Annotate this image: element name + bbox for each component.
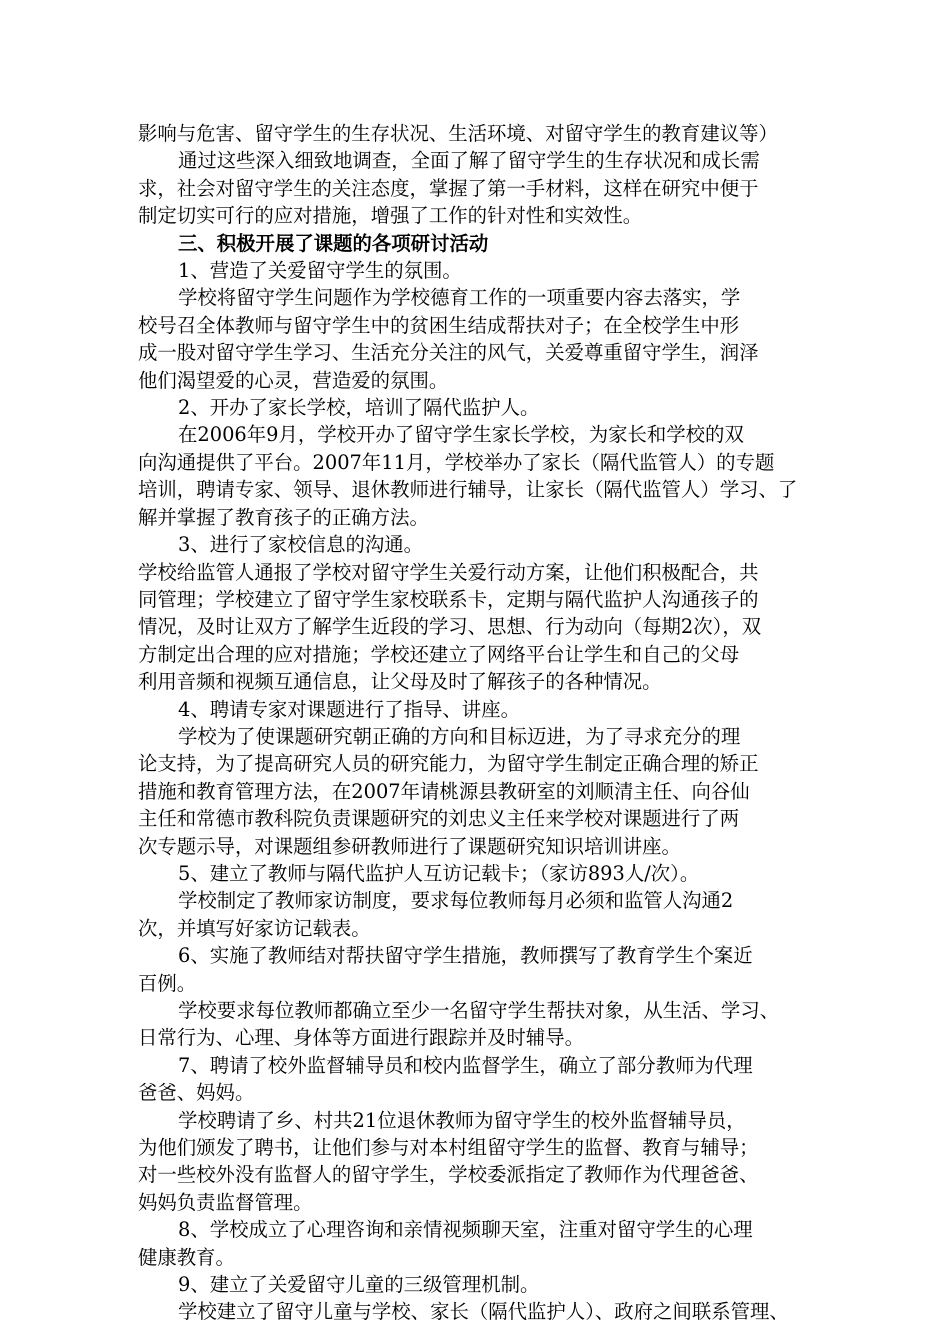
text-line: 论支持，为了提高研究人员的研究能力，为留守学生制定正确合理的矫正 — [138, 752, 759, 776]
text-line: 日常行为、心理、身体等方面进行跟踪并及时辅导。 — [138, 1026, 584, 1050]
document-page — [138, 120, 850, 1326]
text-line: 求，社会对留守学生的关注态度，掌握了第一手材料，这样在研究中便于 — [138, 176, 759, 200]
text-line: 学校给监管人通报了学校对留守学生关爱行动方案，让他们积极配合，共 — [138, 560, 759, 584]
text-line: 学校建立了留守儿童与学校、家长（隔代监护人）、政府之间联系管理、 — [178, 1300, 789, 1324]
text-line: 制定切实可行的应对措施，增强了工作的针对性和实效性。 — [138, 204, 643, 228]
text-line: 学校聘请了乡、村共21位退休教师为留守学生的校外监督辅导员， — [178, 1108, 746, 1132]
subsection-heading: 6、实施了教师结对帮扶留守学生措施，教师撰写了教育学生个案近 — [178, 944, 753, 968]
text-line: 培训，聘请专家、领导、退休教师进行辅导，让家长（隔代监管人）学习、了 — [138, 478, 798, 502]
text-line: 对一些校外没有监督人的留守学生，学校委派指定了教师作为代理爸爸、 — [138, 1163, 759, 1187]
text-line: 方制定出合理的应对措施；学校还建立了网络平台让学生和自己的父母 — [138, 642, 740, 666]
section-heading: 三、积极开展了课题的各项研讨活动 — [178, 231, 489, 255]
text-line: 在2006年9月，学校开办了留守学生家长学校，为家长和学校的双 — [178, 423, 744, 447]
text-line: 为他们颁发了聘书，让他们参与对本村组留守学生的监督、教育与辅导； — [138, 1136, 759, 1160]
text-line: 措施和教育管理方法，在2007年请桃源县教研室的刘顺清主任、向谷仙 — [138, 779, 750, 803]
text-line: 学校为了使课题研究朝正确的方向和目标迈进，为了寻求充分的理 — [178, 724, 741, 748]
subsection-heading: 3、进行了家校信息的沟通。 — [178, 533, 424, 557]
text-line: 解并掌握了教育孩子的正确方法。 — [138, 505, 429, 529]
text-line: 主任和常德市教科院负责课题研究的刘忠义主任来学校对课题进行了两 — [138, 807, 740, 831]
text-line: 学校制定了教师家访制度，要求每位教师每月必须和监管人沟通2 — [178, 889, 734, 913]
text-line: 向沟通提供了平台。2007年11月，学校举办了家长（隔代监管人）的专题 — [138, 450, 775, 474]
subsection-heading: 9、建立了关爱留守儿童的三级管理机制。 — [178, 1273, 540, 1297]
text-line: 次专题示导，对课题组参研教师进行了课题研究知识培训讲座。 — [138, 834, 681, 858]
text-line: 学校将留守学生问题作为学校德育工作的一项重要内容去落实，学 — [178, 286, 741, 310]
text-line: 同管理；学校建立了留守学生家校联系卡，定期与隔代监护人沟通孩子的 — [138, 587, 759, 611]
text-line: 百例。 — [138, 971, 197, 995]
subsection-heading: 4、聘请专家对课题进行了指导、讲座。 — [178, 697, 520, 721]
text-line: 学校要求每位教师都确立至少一名留守学生帮扶对象，从生活、学习、 — [178, 999, 780, 1022]
text-line: 次，并填写好家访记载表。 — [138, 916, 371, 940]
text-line: 利用音频和视频互通信息，让父母及时了解孩子的各种情况。 — [138, 670, 662, 694]
text-line: 通过这些深入细致地调查，全面了解了留守学生的生存状况和成长需 — [178, 149, 760, 173]
subsection-heading: 2、开办了家长学校，培训了隔代监护人。 — [178, 396, 540, 420]
text-line: 健康教育。 — [138, 1245, 235, 1269]
text-line: 校号召全体教师与留守学生中的贫困生结成帮扶对子；在全校学生中形 — [138, 313, 740, 337]
subsection-heading: 7、聘请了校外监督辅导员和校内监督学生，确立了部分教师为代理 — [178, 1053, 753, 1077]
text-line: 爸爸、妈妈。 — [138, 1081, 255, 1105]
text-line: 成一股对留守学生学习、生活充分关注的风气，关爱尊重留守学生，润泽 — [138, 341, 759, 365]
text-line: 影响与危害、留守学生的生存状况、生活环境、对留守学生的教育建议等） — [138, 122, 778, 145]
subsection-heading: 5、建立了教师与隔代监护人互访记载卡；（家访893人/次）。 — [178, 861, 700, 885]
subsection-heading: 1、营造了关爱留守学生的氛围。 — [178, 259, 462, 283]
text-line: 情况，及时让双方了解学生近段的学习、思想、行为动向（每期2次），双 — [138, 615, 762, 639]
text-line: 妈妈负责监督管理。 — [138, 1190, 313, 1214]
text-line: 他们渴望爱的心灵，营造爱的氛围。 — [138, 368, 449, 392]
subsection-heading: 8、学校成立了心理咨询和亲情视频聊天室，注重对留守学生的心理 — [178, 1218, 753, 1242]
